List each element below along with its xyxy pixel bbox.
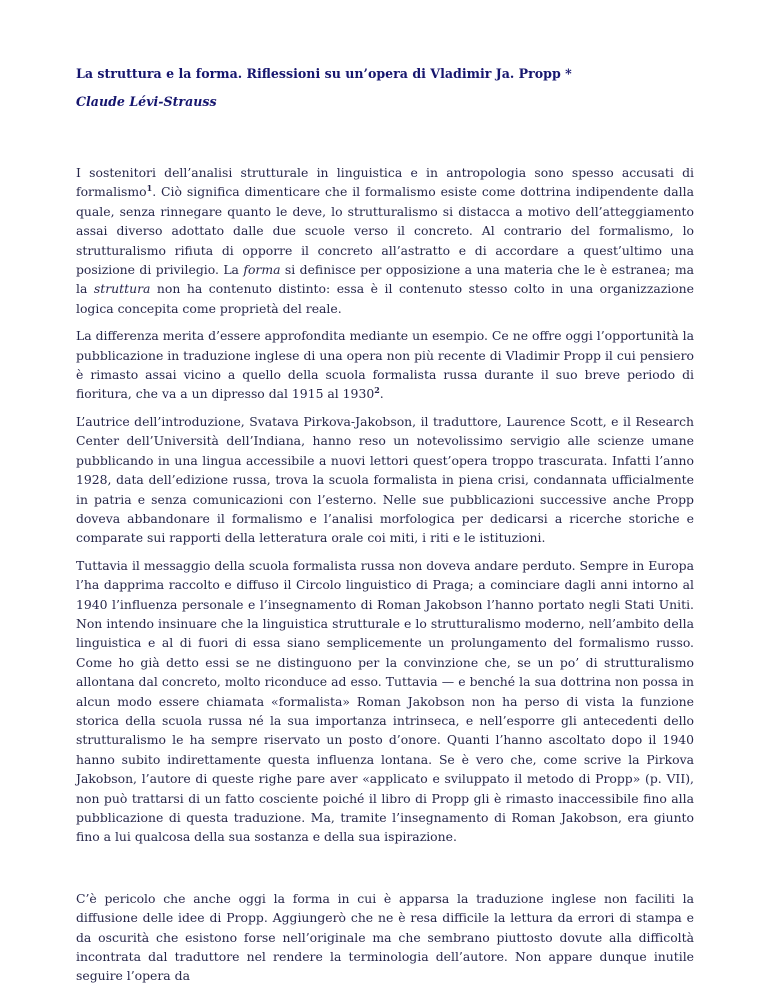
emphasis-struttura: struttura [93, 281, 151, 297]
paragraph-4: Tuttavia il messaggio della scuola formalista russa non doveva andare perduto. Sempre in Europa l’ha dapprima raccolto e diffuso il Circolo linguistico di Praga; a cominciare dagli anni intorno al 1940 l’influenza personale e l’insegnamento di Roman Jakobson l’hanno portato negli Stati Uniti. Non intendo insinuare che la linguistica strutturale e lo strutturalismo moderno, nell’ambito della linguistica e al di fuori di essa siano semplicemente un prolungamento del formalismo russo. Come ho già detto essi se ne distinguono per la convinzione che, se un po’ di strutturalismo allontana dal concreto, molto riconduce ad esso. Tuttavia — e benché la sua dottrina non possa in alcun modo essere chiamata «formalista» Roman Jakobson non ha perso di vista la funzione storica della scuola russa né la sua importanza intrinseca, e nell’esporre gli antecedenti dello strutturalismo le ha sempre riservato un posto d’onore. Quanti l’hanno ascoltato dopo il 1940 hanno subito indirettamente questa influenza lontana. Se è vero che, come scrive la Pirkova Jakobson, l’autore di queste righe pare aver «applicato e sviluppato il metodo di Propp» (p. VII), non può trattarsi di un fatto cosciente poiché il libro di Propp gli è rimasto inaccessibile fino alla pubblicazione di questa traduzione. Ma, tramite l’insegnamento di Roman Jakobson, era giunto fino a lui qualcosa della sua sostanza e della sua ispirazione. [76, 557, 694, 845]
article-title: La struttura e la forma. Riflessioni su un’opera di Vladimir Ja. Propp * [76, 66, 572, 81]
paragraph-3: L’autrice dell’introduzione, Svatava Pirkova-Jakobson, il traduttore, Laurence Scott, e il Research Center dell’Università dell’Indiana, hanno reso un notevolissimo servigio alle scienze umane pubblicando in una lingua accessibile a nuovi lettori quest’opera troppo trascurata. Infatti l’anno 1928, data dell’edizione russa, trova la scuola formalista in piena crisi, condannata ufficialmente in patria e senza comunicazioni con l’esterno. Nelle sue pubblicazioni successive anche Propp doveva abbandonare il formalismo e l’analisi morfologica per dedicarsi a ricerche storiche e comparate sui rapporti della letteratura orale coi miti, i riti e le istituzioni. [76, 413, 694, 546]
article-body [76, 163, 694, 994]
paragraph-5: C’è pericolo che anche oggi la forma in cui è apparsa la traduzione inglese non faciliti la diffusione delle idee di Propp. Aggiungerò che ne è resa difficile la lettura da errori di stampa e da oscurità che esistono forse nell’originale ma che sembrano piuttosto dovute alla difficoltà incontrata dal traduttore nel rendere la terminologia dell’autore. Non appare dunque inutile seguire l’opera da [76, 890, 694, 984]
footnote-ref-2[interactable]: 2 [374, 385, 380, 396]
article-author: Claude Lévi-Strauss [76, 94, 217, 109]
paragraph-2: La differenza merita d’essere approfondita mediante un esempio. Ce ne offre oggi l’opportunità la pubblicazione in traduzione inglese di una opera non più recente di Vladimir Propp il cui pensiero è rimasto assai vicino a quello della scuola formalista russa durante il suo breve periodo di fioritura, che va a un dipresso dal 1915 al 1930$^2$. [76, 328, 694, 402]
paragraph-1: I sostenitori dell’analisi strutturale in linguistica e in antropologia sono spesso accusati di formalismo$^1$. Ciò significa dimenticare che il formalismo esiste come dottrina indipendente dalla quale, senza rinnegare quanto le deve, lo strutturalismo si distacca a motivo dell’atteggiamento assai diverso adottato dalle due scuole verso il concreto. Al contrario del formalismo, lo strutturalismo rifiuta di opporre il concreto all’astratto e di accordare a quest’ultimo una posizione di privilegio. La forma si definisce per opposizione a una materia che le è estranea; ma la struttura non ha contenuto distinto: essa è il contenuto stesso colto in una organizzazione logica concepita come proprietà del reale. [76, 165, 694, 316]
emphasis-forma: forma [243, 262, 281, 278]
footnote-ref-1[interactable]: 1 [146, 183, 153, 194]
